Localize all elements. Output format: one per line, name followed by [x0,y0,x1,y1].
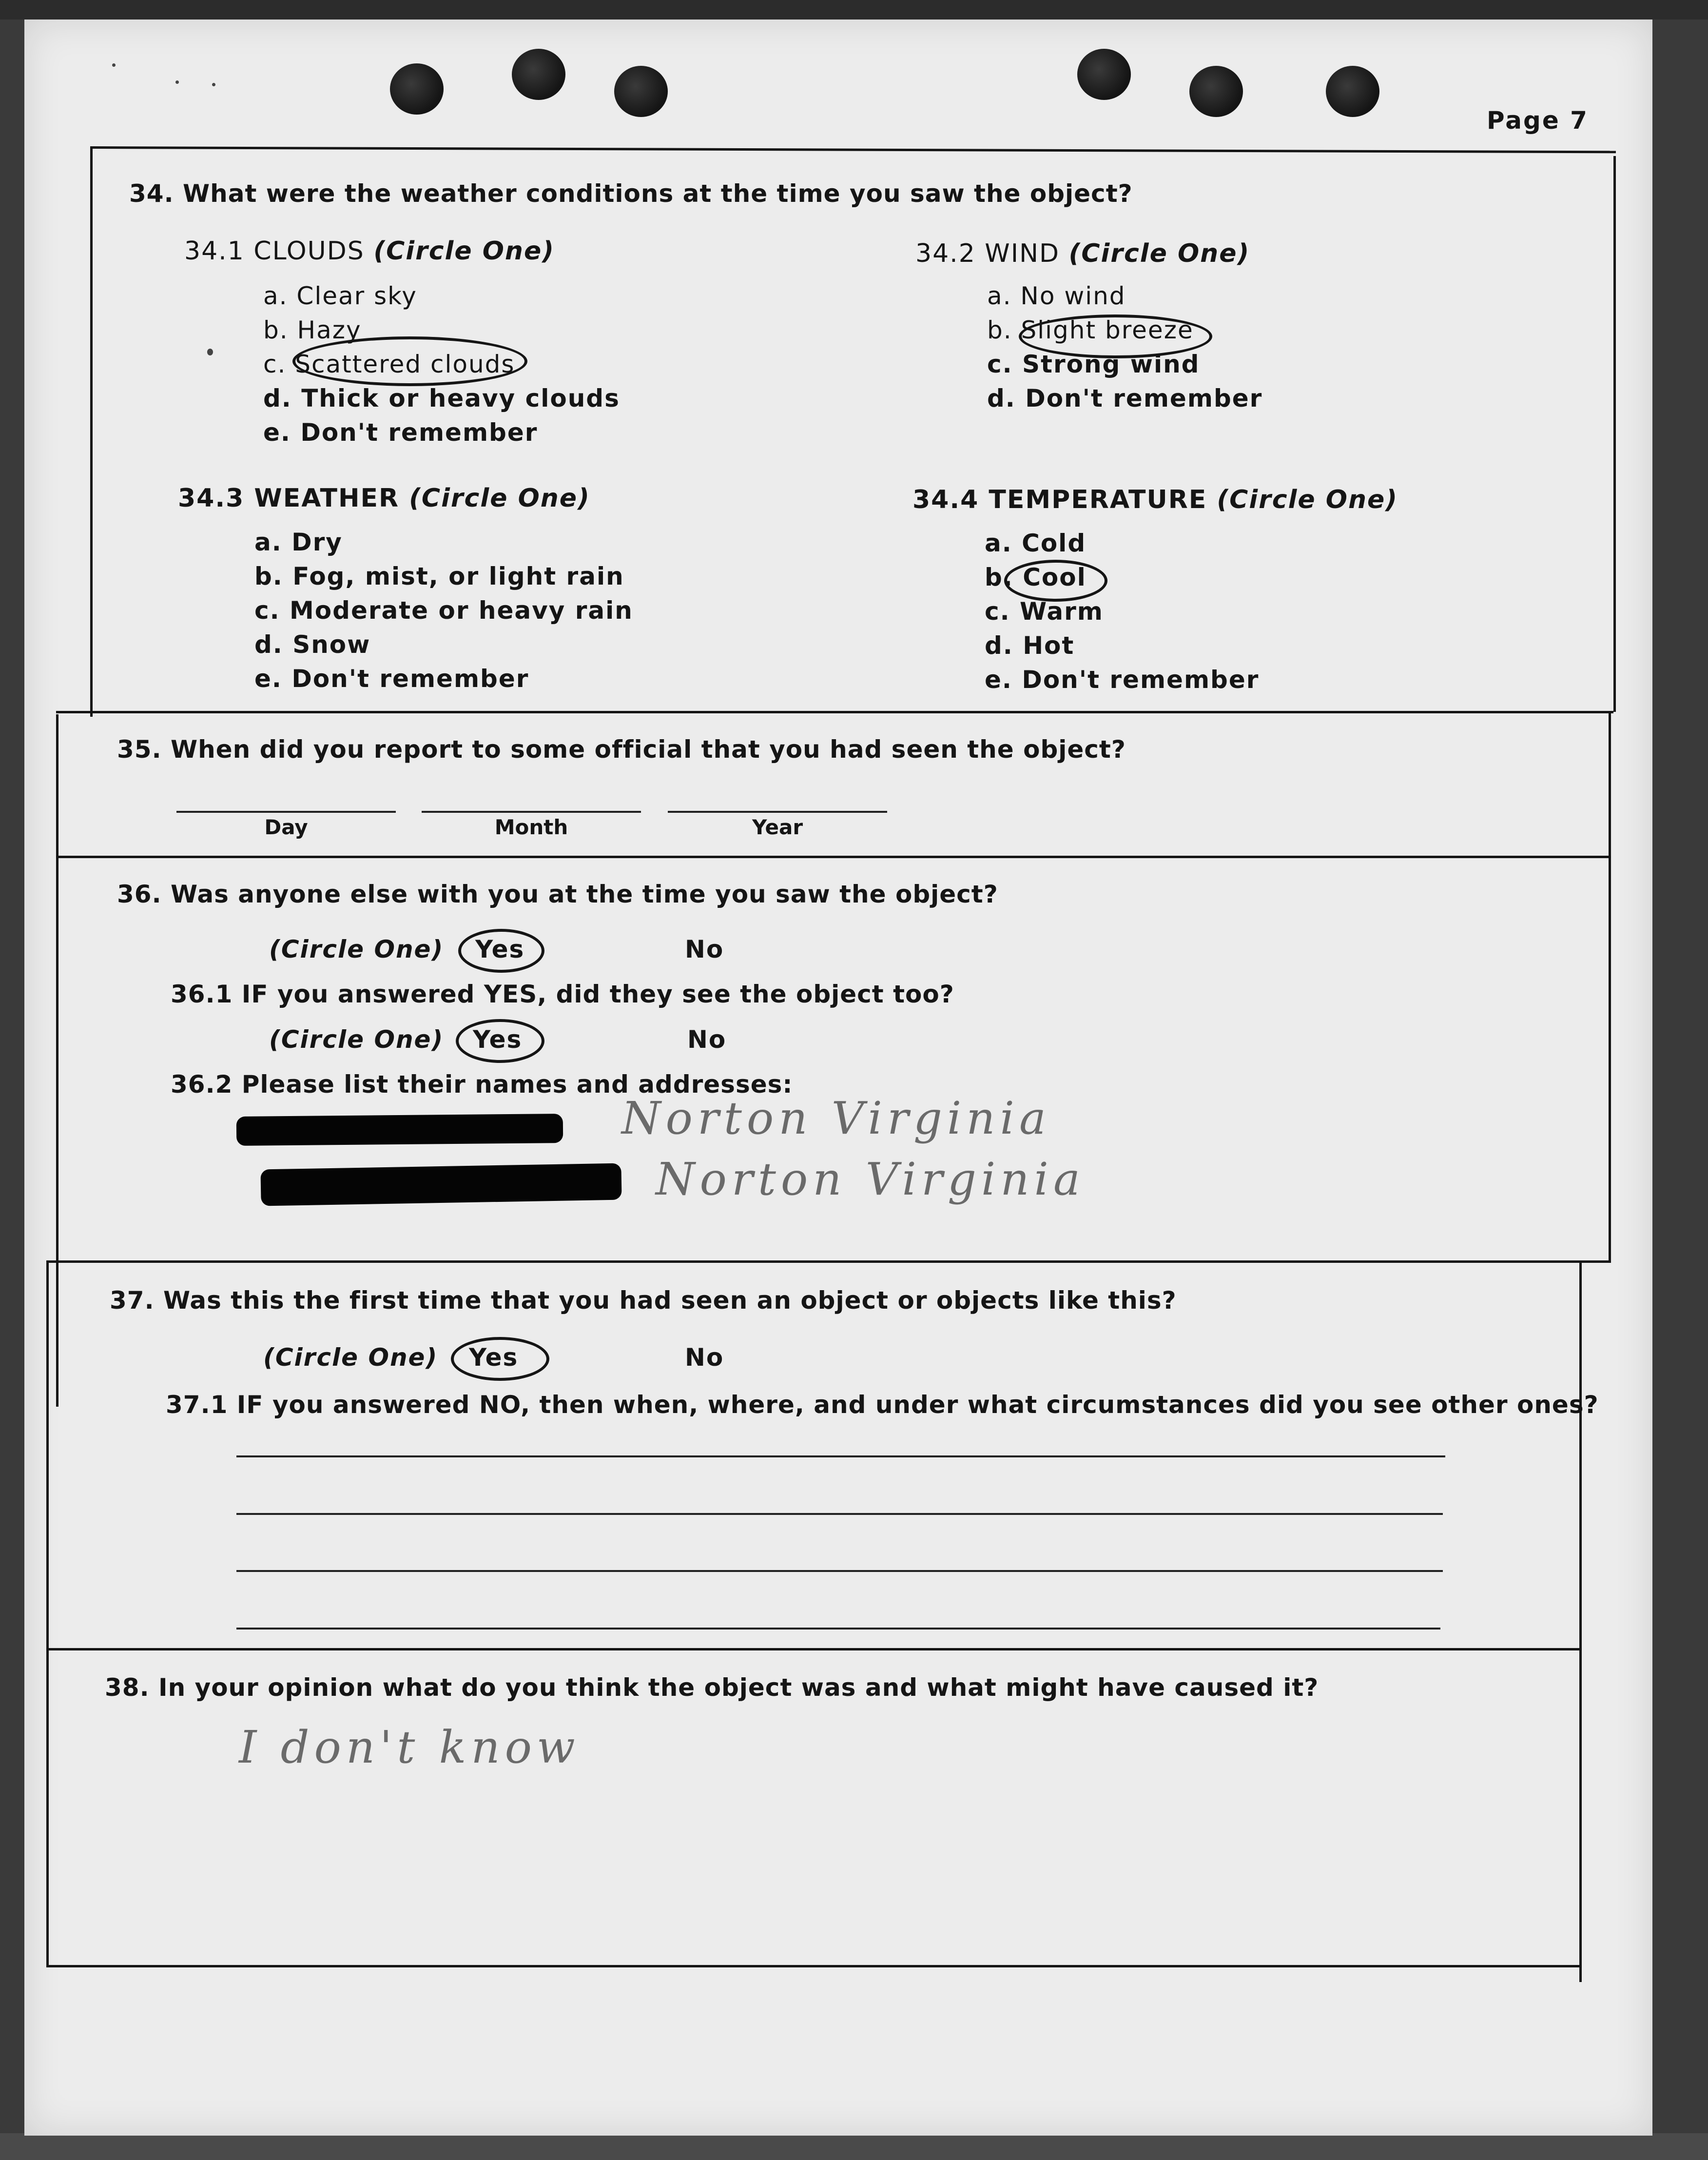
selection-circle [456,1019,544,1063]
form-border-right [1613,156,1616,712]
day-field-label: Day [264,815,308,839]
q36-yes-option[interactable]: Yes [475,935,525,963]
page-number: Page 7 [1487,106,1589,135]
section-divider [46,1648,1582,1650]
temperature-option[interactable]: a. Cold [985,529,1087,557]
temperature-option[interactable]: c. Warm [985,597,1104,626]
form-border-right [1579,1260,1582,1982]
year-field-line [668,811,887,813]
month-field-label: Month [494,815,568,839]
q34-3-heading: 34.3 WEATHER (Circle One) [178,484,590,513]
punch-hole [614,66,668,117]
punch-hole [512,49,565,100]
q35-question: 35. When did you report to some official that you had seen the object? [117,735,1126,764]
q36-question: 36. Was anyone else with you at the time you saw the object? [117,880,998,908]
punch-hole [1326,66,1379,117]
clouds-option-selected[interactable]: c. Scattered clouds [263,350,515,378]
q37-yes-option[interactable]: Yes [469,1343,519,1372]
q36-no-option[interactable]: No [685,935,724,963]
redaction-bar [260,1163,621,1206]
q34-2-heading: 34.2 WIND (Circle One) [915,239,1250,268]
temperature-option[interactable]: e. Don't remember [985,666,1260,694]
q36-instruction: (Circle One) [269,935,444,963]
q37-question: 37. Was this the first time that you had seen an object or objects like this? [110,1286,1177,1315]
weather-option[interactable]: d. Snow [254,630,371,659]
scan-speck [207,349,213,355]
q36-1-question: 36.1 IF you answered YES, did they see the object too? [171,980,954,1008]
handwritten-answer: I don't know [239,1721,580,1773]
q34-4-heading: 34.4 TEMPERATURE (Circle One) [912,485,1398,514]
selection-circle [451,1337,549,1381]
form-border-left [56,714,58,1407]
q34-1-heading: 34.1 CLOUDS (Circle One) [184,236,555,266]
wind-option-selected[interactable]: b. Slight breeze [987,316,1194,344]
weather-option[interactable]: a. Dry [254,528,343,556]
handwritten-address: Norton Virginia [656,1153,1085,1205]
section-divider [56,711,1613,713]
answer-line [236,1570,1443,1572]
day-field-line [176,811,396,813]
clouds-option[interactable]: d. Thick or heavy clouds [263,384,620,412]
answer-line [236,1628,1440,1630]
wind-option[interactable]: d. Don't remember [987,384,1263,412]
wind-option[interactable]: c. Strong wind [987,350,1200,378]
handwritten-address: Norton Virginia [621,1092,1051,1144]
answer-line [236,1513,1443,1515]
weather-option[interactable]: b. Fog, mist, or light rain [254,562,624,590]
form-border-left [46,1260,49,1967]
punch-hole [1077,49,1131,100]
q36-1-no-option[interactable]: No [687,1025,727,1054]
answer-line [236,1455,1445,1457]
redaction-bar [236,1114,563,1146]
form-border-left [90,146,93,717]
scan-bottom-edge [0,2133,1708,2160]
month-field-line [422,811,641,813]
punch-hole [390,63,444,115]
scan-top-edge [0,0,1708,20]
scan-speck [112,63,116,67]
q37-1-question: 37.1 IF you answered NO, then when, where, and under what circumstances did you see other ones? [166,1391,1599,1419]
form-border-bottom [46,1965,1582,1967]
selection-circle [1004,560,1107,602]
q38-question: 38. In your opinion what do you think the object was and what might have caused it? [105,1673,1319,1702]
form-border-right [1609,712,1611,1263]
selection-circle [1019,314,1212,358]
section-divider [49,1260,1609,1263]
q36-1-instruction: (Circle One) [269,1025,444,1054]
year-field-label: Year [752,815,803,839]
section-divider [56,856,1611,858]
selection-circle [292,336,527,386]
selection-circle [458,929,544,973]
temperature-option-selected[interactable]: b. Cool [985,563,1087,591]
wind-option[interactable]: a. No wind [987,282,1126,310]
q34-question: 34. What were the weather conditions at the time you saw the object? [129,179,1133,208]
clouds-option[interactable]: b. Hazy [263,316,362,344]
q37-instruction: (Circle One) [263,1343,438,1372]
weather-option[interactable]: c. Moderate or heavy rain [254,596,633,625]
scan-speck [212,83,215,86]
q37-no-option[interactable]: No [685,1343,724,1372]
temperature-option[interactable]: d. Hot [985,631,1075,660]
punch-hole [1189,66,1243,117]
scan-speck [175,80,179,84]
clouds-option[interactable]: a. Clear sky [263,282,417,310]
q36-1-yes-option[interactable]: Yes [473,1025,523,1054]
q36-2-question: 36.2 Please list their names and addresses: [171,1070,793,1099]
weather-option[interactable]: e. Don't remember [254,665,529,693]
clouds-option[interactable]: e. Don't remember [263,418,538,447]
